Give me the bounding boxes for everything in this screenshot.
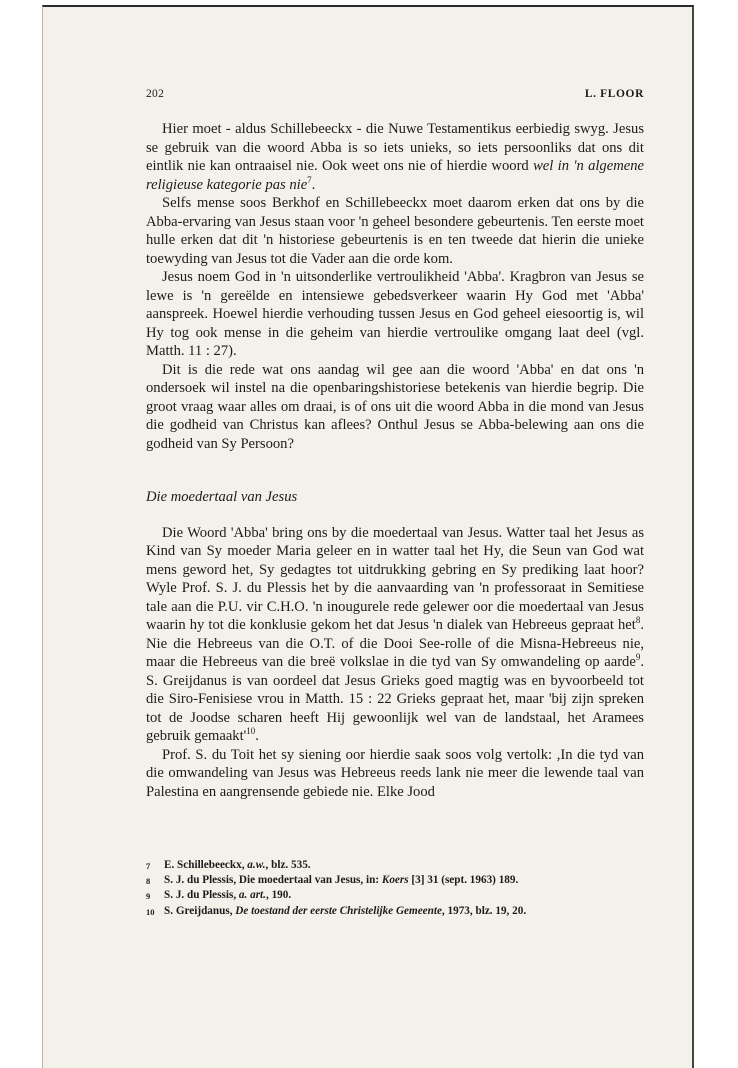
footnote-ref-10: 10: [246, 726, 256, 737]
footnote: 10 S. Greijdanus, De toestand der eerste Christelijke Gemeente, 1973, blz. 19, 20.: [146, 904, 644, 919]
footnote: 9 S. J. du Plessis, a. art., 190.: [146, 888, 644, 903]
footnote-number: 9: [146, 891, 151, 902]
paragraph-4: Dit is die rede wat ons aandag wil gee aan die woord 'Abba' en dat ons 'n ondersoek wil instel na die openbaringshistoriese betekenis van hierdie begrip. Die groot vraag waar alles om draai, is of ons uit die woord Abba in die mond van Jesus die godheid van Christus kan aflees? Onthul Jesus se Abba-belewing aan ons die godheid van Sy Persoon?: [146, 361, 644, 452]
paragraph-3: Jesus noem God in 'n uitsonderlike vertroulikheid 'Abba'. Kragbron van Jesus se lewe is 'n gereëlde en intensiewe gebedsverkeer waarin Hy God met 'Abba' aanspreek. Hoewel hierdie verhouding tussen Jesus en God geheel eiesoortig is, wil Hy tog ook mense in die geheim van hierdie vertroulike omgang laat deel (vgl. Matth. 11 : 27).: [146, 269, 644, 359]
section-heading: Die moedertaal van Jesus: [146, 489, 298, 505]
footnotes: [146, 858, 644, 919]
paragraph-1-italic: wel in 'n algemene religieuse kategorie pas nie: [146, 158, 644, 193]
footnote: 8 S. J. du Plessis, Die moedertaal van Jesus, in: Koers [3] 31 (sept. 1963) 189.: [146, 873, 644, 888]
section-paragraph-1: Die Woord 'Abba' bring ons by die moedertaal van Jesus. Watter taal het Jesus as Kind van Sy moeder Maria geleer en in watter taal het Hy, die Seun van God wat mens geword het, Sy gedagtes tot uitdrukking gebring en Sy prediking laat hoor? Wyle Prof. S. J. du Plessis het by die aanvaarding van 'n professoraat in Semitiese tale aan die P.U. vir C.H.O. 'n inougurele rede gelewer oor die moedertaal van Jesus waarin hy tot die konklusie gekom het dat Jesus 'n dialek van Hebreeus gepraat het$^8$. Nie die Hebreeus van die O.T. of die Dooi See-rolle of die Misna-Hebreeus nie, maar die Hebreeus van die breë volkslae in die tyd van Sy omwandeling op aarde$^9$. S. Greijdanus is van oordeel dat Jesus Grieks goed magtig was en byvoorbeeld tot die Siro-Fenisiese vrou in Matth. 15 : 22 Grieks gepraat het, maar 'bij zijn spreken tot de Joodse scharen heeft Hij gewoonlijk wel van de landstaal, het Aramees gebruik $gemaakt'^{10}$.: [146, 524, 644, 744]
paragraph-2: Selfs mense soos Berkhof en Schillebeeckx moet daarom erken dat ons by die Abba-ervaring van Jesus staan voor 'n geheel besondere gebeurtenis. Ten eerste moet hulle erken dat dit 'n historiese gebeurtenis is en ten tweede dat hierin die unieke toewyding van Jesus tot die Vader aan die orde kom.: [146, 195, 644, 267]
footnote-ref-8: 8: [635, 615, 641, 626]
paragraph-1: Hier moet - aldus Schillebeeckx - die Nuwe Testamentikus eerbiedig swyg. Jesus se gebruik van die woord Abba is so iets unieks, so iets persoonliks dat ons dit eintlik nie kan ontraaisel nie. Ook weet ons nie of hierdie woord wel in 'n algemene religieuse kategorie pas nie$^7$.: [146, 121, 644, 193]
section-paragraph-2: Prof. S. du Toit het sy siening oor hierdie saak soos volg vertolk: ,In die tyd van die omwandeling van Jesus was Hebreeus reeds lank nie meer die lewende taal van Palestina en aangrensende gebiede nie. Elke Jood: [146, 746, 644, 800]
footnote-number: 7: [146, 861, 151, 871]
footnote-number: 10: [146, 906, 155, 917]
footnote: 7 E. Schillebeeckx, a.w., blz. 535.: [146, 858, 644, 873]
running-title: L. FLOOR: [584, 88, 644, 100]
body-text: [146, 120, 644, 801]
footnote-ref-9: 9: [635, 652, 641, 663]
page-number: 202: [146, 88, 165, 100]
footnote-ref-7: 7: [307, 174, 312, 185]
footnote-number: 8: [146, 876, 151, 887]
